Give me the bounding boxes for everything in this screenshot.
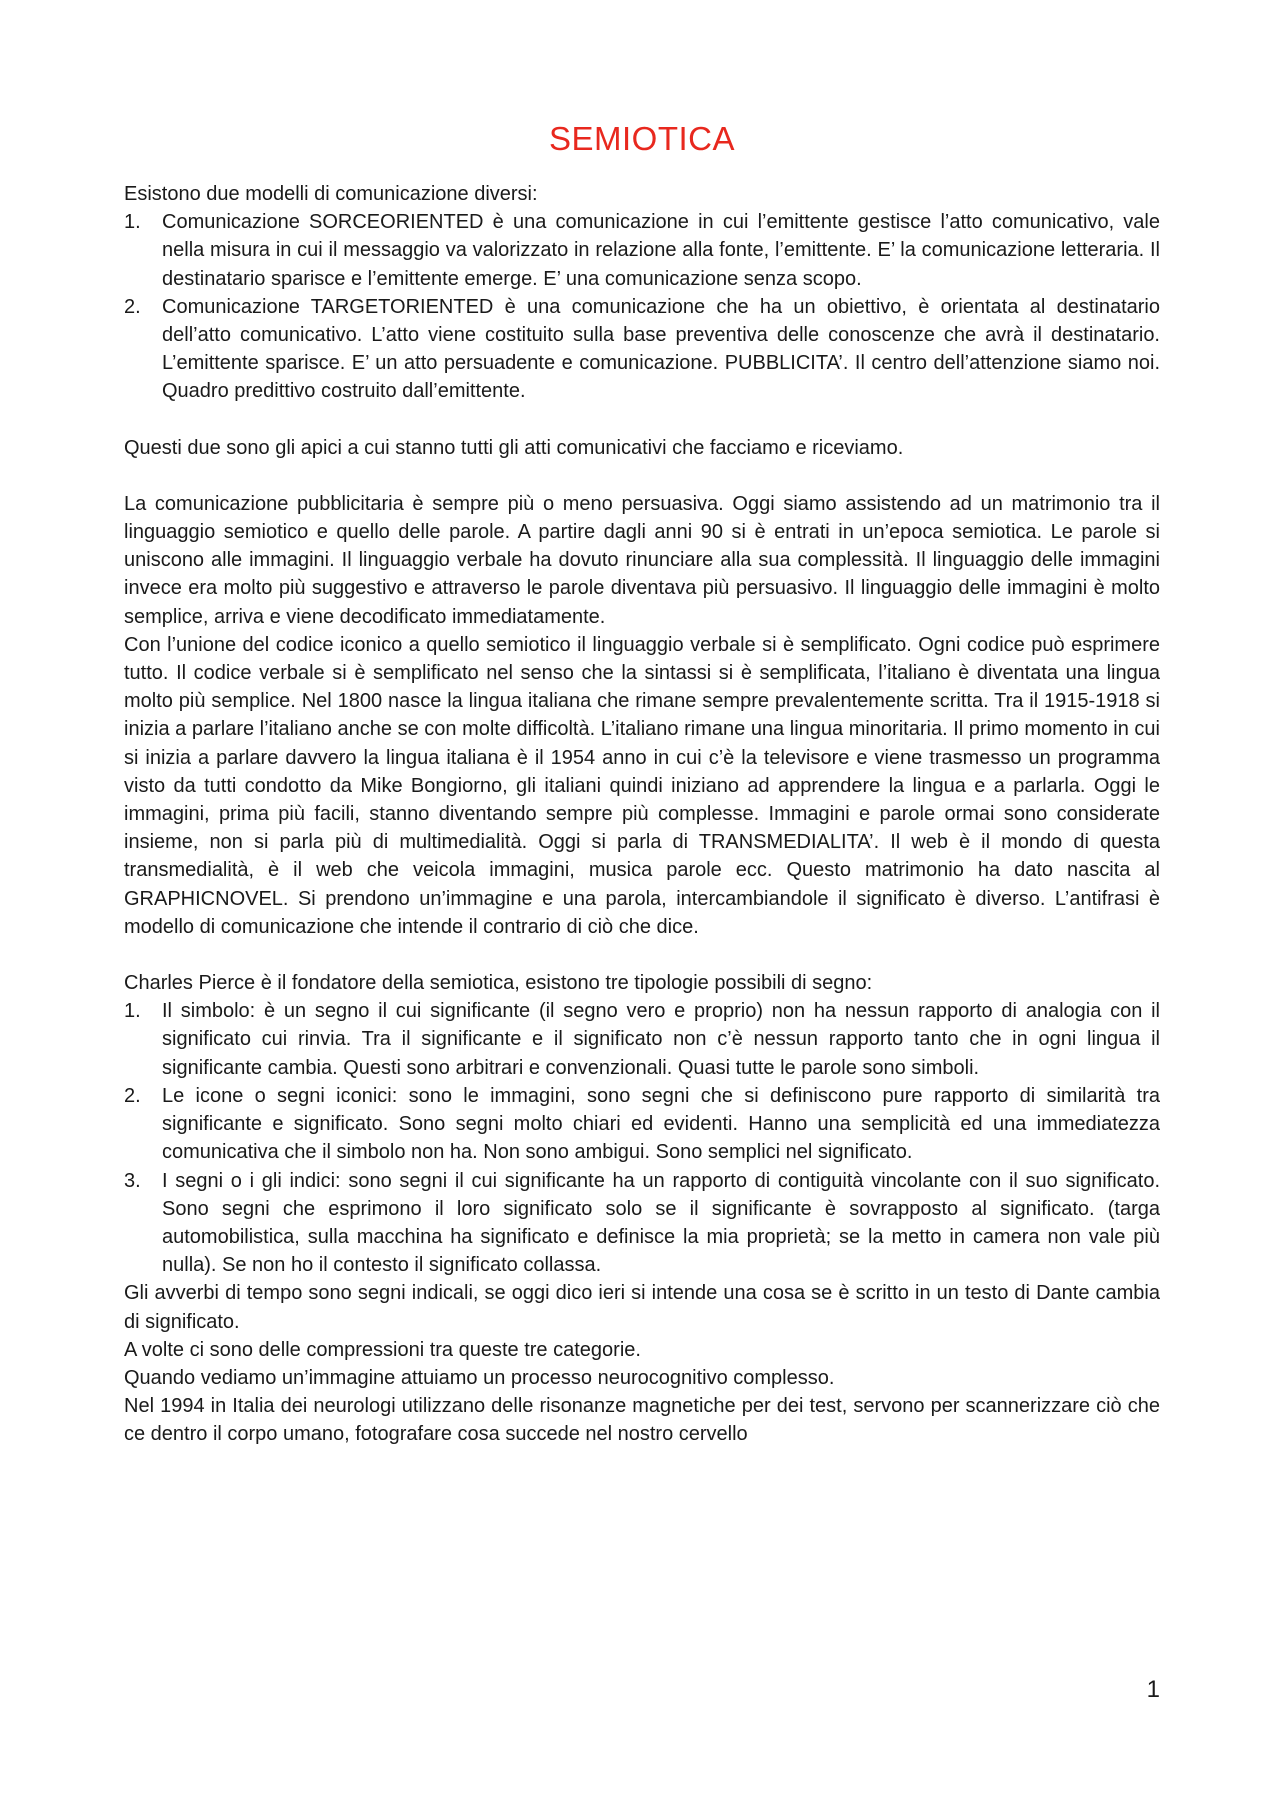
list-item (124, 997, 1160, 1082)
pubblicitaria-paragraph: La comunicazione pubblicitaria è sempre più o meno persuasiva. Oggi siamo assistendo ad un matrimonio tra il linguaggio semiotico e quello delle parole. A partire dagli anni 90 si è entrati in un’epoca semiotica. Le parole si uniscono alle immagini. Il linguaggio verbale ha dovuto rinunciare alla sua complessità. Il linguaggio delle immagini invece era molto più suggestivo e attraverso le parole diventava più persuasivo. Il linguaggio delle immagini è molto semplice, arriva e viene decodificato immediatamente. (124, 492, 1160, 628)
list-item-text: I segni o i gli indici: sono segni il cui significante ha un rapporto di contiguità vincolante con il suo significato. Sono segni che esprimono il loro significato solo se il significante è sovrapposto al significato. (targa automobilistica, sulla macchina ha significato e definisce la mia proprietà; se la metto in camera non vale più nulla). Se non ho il contesto il significato collassa. (162, 1169, 1160, 1277)
list-number: 2. (124, 295, 141, 318)
avverbi-paragraph: Gli avverbi di tempo sono segni indicali, se oggi dico ieri si intende una cosa se è scritto in un testo di Dante cambia di significato. (124, 1282, 1160, 1333)
models-list (124, 208, 1160, 405)
list-item (124, 1167, 1160, 1280)
intro-paragraph: Esistono due modelli di comunicazione diversi: (124, 183, 538, 205)
list-number: 1. (124, 1000, 141, 1023)
list-item-text: Le icone o segni iconici: sono le immagini, sono segni che si definiscono pure rapporto di similarità tra significante e significato. Sono segni molto chiari ed evidenti. Hanno una semplicità ed una immediatezza comunicativa che il simbolo non ha. Non sono ambigui. Sono semplici nel significato. (162, 1084, 1160, 1164)
list-number: 2. (124, 1084, 141, 1107)
neurologi-paragraph: Nel 1994 in Italia dei neurologi utilizzano delle risonanze magnetiche per dei test, servono per scannerizzare ciò che ce dentro il corpo umano, fotografare cosa succede nel nostro cervello (124, 1395, 1160, 1446)
unione-paragraph: Con l’unione del codice iconico a quello semiotico il linguaggio verbale si è semplificato. Ogni codice può esprimere tutto. Il codice verbale si è semplificato nel senso che la sintassi si è semplificata, l’italiano è diventata una lingua molto più semplice. Nel 1800 nasce la lingua italiana che rimane sempre prevalentemente scritta. Tra il 1915-1918 si inizia a parlare l’italiano anche se con molte difficoltà. L’italiano rimane una lingua minoritaria. Il primo momento in cui si inizia a parlare davvero la lingua italiana è il 1954 anno in cui c’è la televisore e viene trasmesso un programma visto da tutti condotto da Mike Bongiorno, gli italiani quindi iniziano ad apprendere la lingua e a parlarla. Oggi le immagini, prima più facili, stanno diventando sempre più complesse. Immagini e parole ormai sono considerate insieme, non si parla più di multimedialità. Oggi si parla di TRANSMEDIALITA’. Il web è il mondo di questa transmedialità, è il web che veicola immagini, musica parole ecc. Questo matrimonio ha dato nascita al GRAPHICNOVEL. Si prendono un’immagine e una parola, intercambiandole il significato è diverso. L’antifrasi è modello di comunicazione che intende il contrario di ciò che dice. (124, 633, 1160, 938)
list-item-text: Il simbolo: è un segno il cui significante (il segno vero e proprio) non ha nessun rapporto di analogia con il significato cui rinvia. Tra il significante e il significato non c’è nessun rapporto tanto che in ogni lingua il significante cambia. Questi sono arbitrari e convenzionali. Quasi tutte le parole sono simboli. (162, 1000, 1160, 1079)
pierce-paragraph: Charles Pierce è il fondatore della semiotica, esistono tre tipologie possibili di segno: (124, 972, 873, 995)
signs-list (124, 997, 1160, 1279)
apici-paragraph: Questi due sono gli apici a cui stanno tutti gli atti comunicativi che facciamo e riceviamo. (124, 436, 904, 459)
compressioni-paragraph: A volte ci sono delle compressioni tra queste tre categorie. (124, 1338, 641, 1361)
document-page (124, 120, 1160, 1449)
list-number: 3. (124, 1169, 141, 1192)
list-item (124, 1082, 1160, 1167)
list-item-text: Comunicazione SORCEORIENTED è una comunicazione in cui l’emittente gestisce l’atto comunicativo, vale nella misura in cui il messaggio va valorizzato in relazione alla fonte, l’emittente. E’ la comunicazione letteraria. Il destinatario sparisce e l’emittente emerge. E’ una comunicazione senza scopo. (162, 211, 1160, 290)
list-item (124, 293, 1160, 406)
page-title: SEMIOTICA (548, 120, 736, 157)
page-number: 1 (1146, 1676, 1160, 1703)
list-item (124, 208, 1160, 293)
list-number: 1. (124, 211, 141, 234)
list-item-text: Comunicazione TARGETORIENTED è una comunicazione che ha un obiettivo, è orientata al destinatario dell’atto comunicativo. L’atto viene costituito sulla base preventiva delle conoscenze che avrà il destinatario. L’emittente sparisce. E’ un atto persuadente e comunicazione. PUBBLICITA’. Il centro dell’attenzione siamo noi. Quadro predittivo costruito dall’emittente. (162, 295, 1160, 403)
processo-paragraph: Quando vediamo un’immagine attuiamo un processo neurocognitivo complesso. (124, 1366, 835, 1389)
